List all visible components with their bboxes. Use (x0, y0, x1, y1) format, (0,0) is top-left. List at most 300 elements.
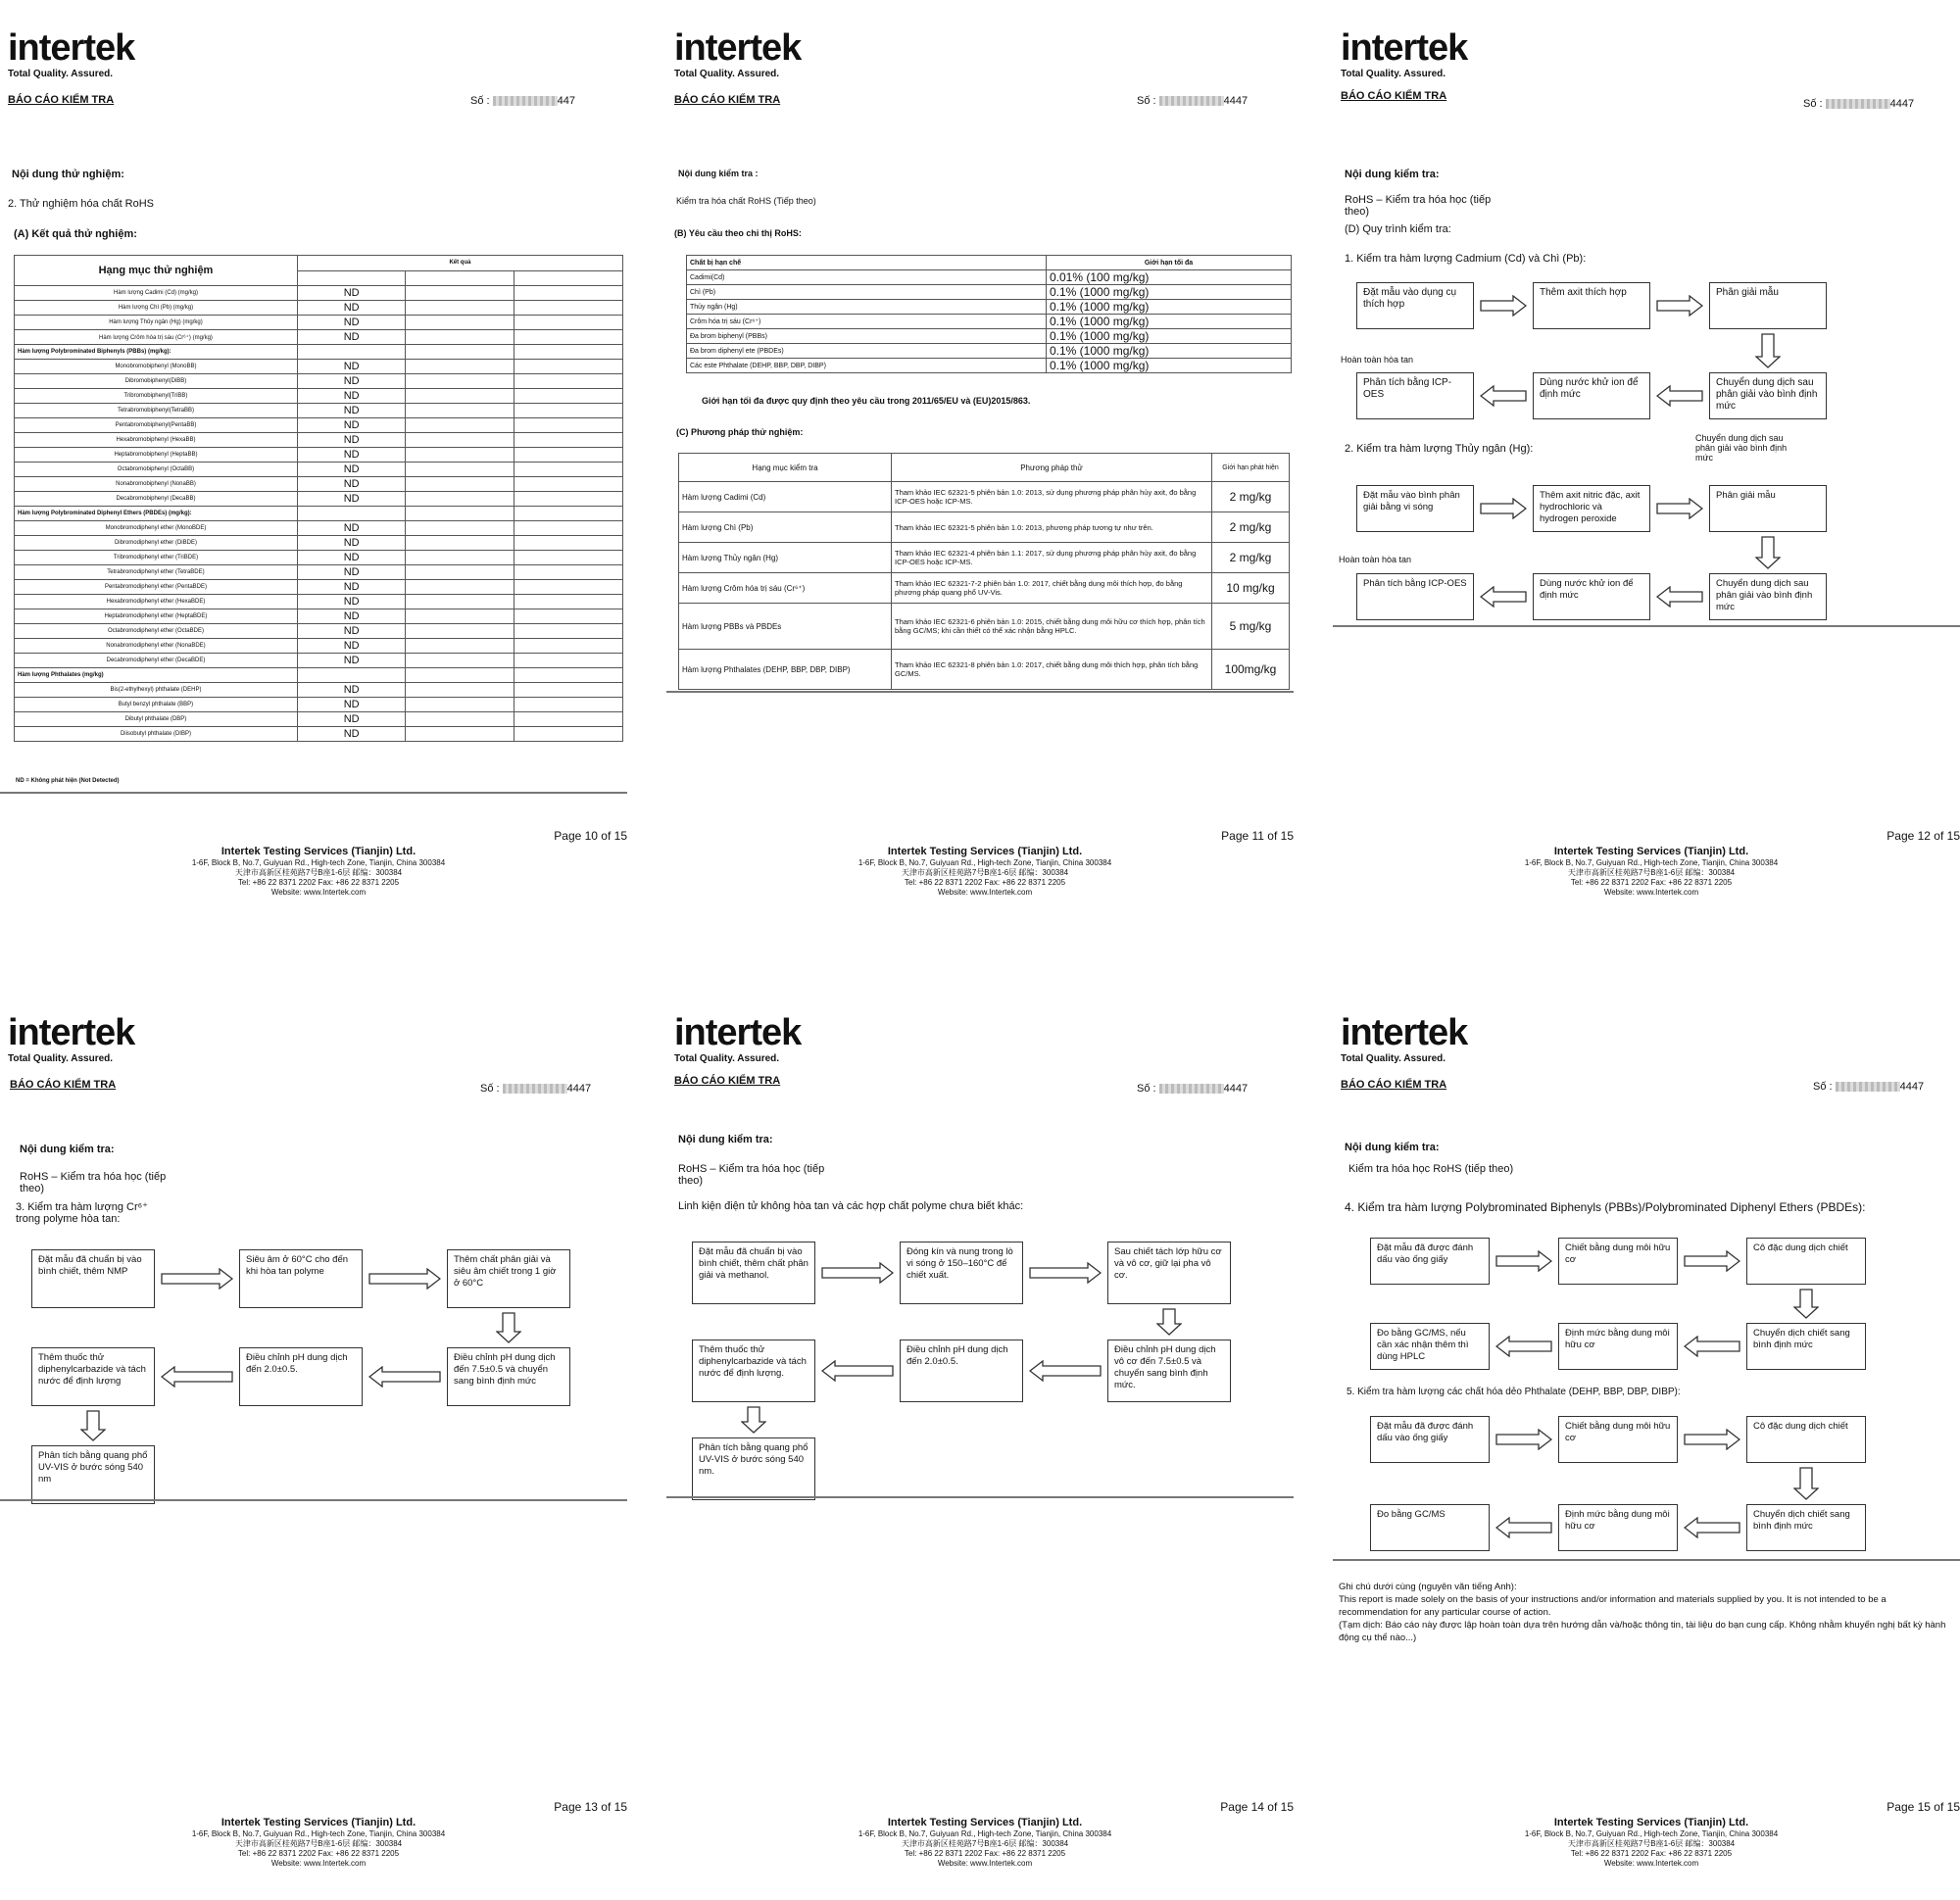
table-row (687, 329, 1292, 344)
empty-cell (406, 521, 514, 536)
empty-cell (406, 330, 514, 345)
empty-cell (514, 492, 623, 507)
content-label: Nội dung kiểm tra: (20, 1144, 115, 1155)
empty-cell (406, 492, 514, 507)
empty-cell (406, 301, 514, 316)
footer-web: Website: www.Intertek.com (1603, 1859, 1699, 1868)
empty-cell (514, 551, 623, 565)
content-label: Nội dung kiểm tra: (1345, 169, 1440, 180)
footer-tel: Tel: +86 22 8371 2202 Fax: +86 22 8371 2205 (237, 1849, 400, 1858)
empty-cell (514, 418, 623, 433)
report-no-suffix: 4447 (1889, 98, 1915, 110)
report-number (1813, 1081, 1924, 1093)
footer-tel: Tel: +86 22 8371 2202 Fax: +86 22 8371 2205 (1570, 878, 1733, 887)
empty-cell (514, 433, 623, 448)
test-item: Heptabromobiphenyl (HeptaBB) (15, 448, 298, 463)
table-row (15, 374, 623, 389)
req-title: (B) Yêu cầu theo chỉ thị RoHS: (674, 228, 802, 238)
arrow-left-icon (821, 1360, 894, 1382)
test-result: ND (297, 683, 405, 698)
arrow-right-icon (1684, 1250, 1740, 1272)
table-row (687, 270, 1292, 285)
logo-word: intertek (674, 1012, 802, 1053)
table-row (15, 609, 623, 624)
test-result: ND (297, 418, 405, 433)
flow-step-box: Thêm thuốc thử diphenylcarbazide và tách nước để định lượng (31, 1347, 155, 1406)
flow-step-box: Sau chiết tách lớp hữu cơ và vô cơ, giữ lại pha vô cơ. (1107, 1242, 1231, 1304)
logo-tagline: Total Quality. Assured. (674, 69, 780, 79)
test-result (297, 507, 405, 521)
req-col1: Chất bị hạn chế (687, 256, 1047, 270)
flow-step-box: Thêm thuốc thử diphenylcarbazide và tách nước để định lượng. (692, 1340, 815, 1402)
table-row (687, 285, 1292, 300)
test-item: Dibromobiphenyl(DiBB) (15, 374, 298, 389)
method-item: Hàm lượng Thủy ngân (Hg) (679, 543, 892, 573)
empty-cell (406, 463, 514, 477)
restricted-substance: Đa brom diphenyl ete (PBDEs) (687, 344, 1047, 359)
table-row (15, 507, 623, 521)
disclaimer (1339, 1581, 1956, 1644)
test-item: Nonabromobiphenyl (NonaBB) (15, 477, 298, 492)
test-item: Hàm lượng Polybrominated Diphenyl Ethers (PBDEs) (mg/kg): (15, 507, 298, 521)
empty-cell (406, 580, 514, 595)
page-number: Page 12 of 15 (1886, 829, 1960, 843)
footer-chinese: 天津市高新区桂苑路7号B座1-6层 邮编：300384 (234, 1839, 403, 1848)
flow-step-box: Đặt mẫu đã được đánh dấu vào ống giấy (1370, 1416, 1490, 1463)
arrow-down-icon (80, 1410, 106, 1441)
flow-step-box: Đặt mẫu vào dụng cụ thích hợp (1356, 282, 1474, 329)
method-desc: Tham khảo IEC 62321-5 phiên bản 1.0: 2013, phương pháp tương tự như trên. (892, 512, 1212, 543)
logo-word: intertek (8, 27, 135, 69)
requirements-table (686, 255, 1292, 373)
test-item: Hàm lượng Phthalates (mg/kg) (15, 668, 298, 683)
empty-cell (514, 580, 623, 595)
footer-chinese: 天津市高新区桂苑路7号B座1-6层 邮编：300384 (901, 1839, 1069, 1848)
test-item: Tribromodiphenyl ether (TriBDE) (15, 551, 298, 565)
empty-cell (514, 712, 623, 727)
method-desc: Tham khảo IEC 62321-8 phiên bản 1.0: 2017, chiết bằng dung môi thích hợp, phân tích bằng GC/MS. (892, 650, 1212, 690)
table-row (15, 654, 623, 668)
empty-cell (406, 360, 514, 374)
test-item: Hàm lượng Crôm hóa trị sáu (Cr⁶⁺) (mg/kg) (15, 330, 298, 345)
flow-step-box: Điều chỉnh pH dung dịch đến 2.0±0.5. (239, 1347, 363, 1406)
divider (666, 691, 1294, 693)
test-result: ND (297, 609, 405, 624)
section-title: RoHS – Kiểm tra hóa học (tiếp theo) (20, 1171, 167, 1194)
logo-tagline: Total Quality. Assured. (8, 1053, 114, 1064)
test-item: Heptabromodiphenyl ether (HeptaBDE) (15, 609, 298, 624)
empty-cell (514, 536, 623, 551)
empty-cell (406, 551, 514, 565)
test-result: ND (297, 654, 405, 668)
disclaimer-title: Ghi chú dưới cùng (nguyên văn tiếng Anh): (1339, 1582, 1517, 1592)
footer-tel: Tel: +86 22 8371 2202 Fax: +86 22 8371 2205 (237, 878, 400, 887)
footer-company: Intertek Testing Services (Tianjin) Ltd. (887, 846, 1083, 857)
method-item: Hàm lượng Crôm hóa trị sáu (Cr⁶⁺) (679, 573, 892, 604)
arrow-left-icon (1495, 1336, 1552, 1357)
table-row (15, 595, 623, 609)
test-item: Bis(2-ethylhexyl) phthalate (DEHP) (15, 683, 298, 698)
empty-cell (514, 639, 623, 654)
table-row (15, 580, 623, 595)
footer-tel: Tel: +86 22 8371 2202 Fax: +86 22 8371 2205 (904, 878, 1066, 887)
empty-cell (514, 595, 623, 609)
table-row (15, 492, 623, 507)
flow-step-box: Phân tích bằng quang phổ UV-VIS ở bước sóng 540 nm. (692, 1437, 815, 1500)
empty-cell (514, 507, 623, 521)
content-label: Nội dung kiểm tra: (1345, 1142, 1440, 1153)
logo-word: intertek (8, 1012, 135, 1053)
test-result: ND (297, 389, 405, 404)
divider (0, 1499, 627, 1501)
empty-cell (406, 404, 514, 418)
test-item: Dibutyl phthalate (DBP) (15, 712, 298, 727)
arrow-down-icon (1755, 333, 1781, 368)
footer-chinese: 天津市高新区桂苑路7号B座1-6层 邮编：300384 (234, 868, 403, 877)
empty-cell (406, 609, 514, 624)
empty-cell (514, 727, 623, 742)
empty-cell (406, 712, 514, 727)
table-row (679, 543, 1290, 573)
page-12 (1333, 0, 1960, 911)
table-row (679, 512, 1290, 543)
content-label: Nội dung thử nghiệm: (12, 169, 124, 180)
empty-cell (406, 595, 514, 609)
test-result: ND (297, 595, 405, 609)
page-14 (666, 985, 1303, 1896)
footer-address: 1-6F, Block B, No.7, Guiyuan Rd., High-tech Zone, Tianjin, China 300384 (191, 858, 446, 867)
arrow-right-icon (1029, 1262, 1102, 1284)
empty-cell (406, 624, 514, 639)
table-row (15, 286, 623, 301)
arrow-down-icon (1793, 1289, 1819, 1319)
footer-tel: Tel: +86 22 8371 2202 Fax: +86 22 8371 2205 (904, 1849, 1066, 1858)
empty-cell (406, 639, 514, 654)
arrow-right-icon (161, 1268, 233, 1290)
arrow-right-icon (1656, 498, 1703, 519)
intertek-logo (8, 29, 134, 79)
report-number (480, 1083, 591, 1095)
table-row (15, 536, 623, 551)
test-item: Hàm lượng Polybrominated Biphenyls (PBBs) (mg/kg): (15, 345, 298, 360)
test-item: Hàm lượng Thủy ngân (Hg) (mg/kg) (15, 316, 298, 330)
section-title: RoHS – Kiểm tra hóa học (tiếp theo) (1345, 194, 1492, 218)
max-limit: 0.01% (100 mg/kg) (1047, 270, 1292, 285)
test-result: ND (297, 360, 405, 374)
footer (0, 1816, 637, 1869)
step2-title: 2. Kiểm tra hàm lượng Thủy ngân (Hg): (1345, 443, 1534, 455)
report-no-label: Số : (1803, 98, 1823, 110)
page-number: Page 15 of 15 (1886, 1800, 1960, 1814)
table-row (687, 344, 1292, 359)
test-item: Hàm lượng Cadimi (Cd) (mg/kg) (15, 286, 298, 301)
divider (666, 1496, 1294, 1498)
arrow-right-icon (1480, 295, 1527, 317)
report-title: BÁO CÁO KIỂM TRA (10, 1079, 117, 1091)
report-no-suffix: 447 (557, 95, 575, 107)
empty-cell (406, 698, 514, 712)
footer-address: 1-6F, Block B, No.7, Guiyuan Rd., High-tech Zone, Tianjin, China 300384 (858, 858, 1112, 867)
detection-limit: 5 mg/kg (1212, 604, 1290, 650)
logo-word: intertek (674, 27, 802, 69)
table-row (15, 404, 623, 418)
table-row (15, 639, 623, 654)
table-row (679, 650, 1290, 690)
report-no-suffix: 4447 (1223, 1083, 1249, 1095)
flow-step-box: Phân giải mẫu (1709, 485, 1827, 532)
flow-step-box: Đóng kín và nung trong lò vi sóng ở 150–160°C để chiết xuất. (900, 1242, 1023, 1304)
max-limit: 0.1% (1000 mg/kg) (1047, 300, 1292, 315)
test-item: Hàm lượng Chì (Pb) (mg/kg) (15, 301, 298, 316)
intertek-logo (674, 1014, 801, 1064)
footer-web: Website: www.Intertek.com (937, 1859, 1033, 1868)
arrow-right-icon (821, 1262, 894, 1284)
report-no-suffix: 4447 (1223, 95, 1249, 107)
arrow-right-icon (1480, 498, 1527, 519)
arrow-right-icon (1656, 295, 1703, 317)
table-row (15, 698, 623, 712)
table-row (15, 624, 623, 639)
redacted-number (493, 96, 558, 106)
max-limit: 0.1% (1000 mg/kg) (1047, 359, 1292, 373)
meth-col1: Hạng mục kiểm tra (679, 454, 892, 482)
report-number (1137, 1083, 1248, 1095)
flow-step-box: Phân tích bằng ICP-OES (1356, 573, 1474, 620)
footer-web: Website: www.Intertek.com (270, 888, 367, 897)
report-number (1803, 98, 1914, 110)
report-title: BÁO CÁO KIỂM TRA (1341, 1079, 1447, 1091)
footer-company: Intertek Testing Services (Tianjin) Ltd. (220, 846, 416, 857)
test-item: Monobromobiphenyl (MonoBB) (15, 360, 298, 374)
divider (1333, 1559, 1960, 1561)
disclaimer-vi: (Tạm dịch: Báo cáo này được lập hoàn toàn dựa trên hướng dẫn và/hoặc thông tin, tài liệu do bạn cung cấp. Không nhằm khuyến nghị bất kỳ hành động cụ thể nào...) (1339, 1620, 1946, 1643)
meth-col3: Giới hạn phát hiện (1212, 454, 1290, 482)
restricted-substance: Cadimi(Cd) (687, 270, 1047, 285)
req-note: Giới hạn tối đa được quy định theo yêu cầu trong 2011/65/EU và (EU)2015/863. (702, 396, 1031, 406)
empty-cell (406, 389, 514, 404)
step3-title: 3. Kiểm tra hàm lượng Cr⁶⁺ trong polyme hòa tan: (16, 1201, 148, 1225)
flow-step-box: Cô đặc dung dịch chiết (1746, 1238, 1866, 1285)
test-item: Decabromodiphenyl ether (DecaBDE) (15, 654, 298, 668)
table-row (687, 315, 1292, 329)
flow-step-box: Điều chỉnh pH dung dịch đến 7.5±0.5 và chuyển sang bình định mức (447, 1347, 570, 1406)
empty-cell (514, 301, 623, 316)
divider (1333, 625, 1960, 627)
flow-step-box: Siêu âm ở 60°C cho đến khi hòa tan polyme (239, 1249, 363, 1308)
empty-cell (514, 698, 623, 712)
redacted-number (503, 1084, 567, 1094)
empty-cell (406, 683, 514, 698)
footer-tel: Tel: +86 22 8371 2202 Fax: +86 22 8371 2205 (1570, 1849, 1733, 1858)
method-item: Hàm lượng Chì (Pb) (679, 512, 892, 543)
footer (666, 845, 1303, 898)
arrow-left-icon (368, 1366, 441, 1388)
flow-step-box: Định mức bằng dung môi hữu cơ (1558, 1323, 1678, 1370)
footer-address: 1-6F, Block B, No.7, Guiyuan Rd., High-tech Zone, Tianjin, China 300384 (1524, 858, 1779, 867)
table-row (687, 300, 1292, 315)
test-item: Pentabromobiphenyl(PentaBB) (15, 418, 298, 433)
flow-step-box: Chuyển dịch chiết sang bình định mức (1746, 1323, 1866, 1370)
flow-step-box: Đo bằng GC/MS, nếu cần xác nhận thêm thì dùng HPLC (1370, 1323, 1490, 1370)
table-row (15, 683, 623, 698)
restricted-substance: Crôm hóa trị sáu (Cr⁶⁺) (687, 315, 1047, 329)
test-result: ND (297, 286, 405, 301)
section-title: 2. Thử nghiệm hóa chất RoHS (8, 198, 155, 210)
arrow-down-icon (1755, 536, 1781, 569)
report-no-label: Số : (1813, 1081, 1833, 1093)
flow-step-box: Phân tích bằng quang phổ UV-VIS ở bước sóng 540 nm (31, 1445, 155, 1504)
report-number (470, 95, 575, 107)
empty-cell (514, 521, 623, 536)
empty-cell (406, 345, 514, 360)
dissolve-note: Hoàn toàn hòa tan (1341, 355, 1414, 365)
test-result: ND (297, 698, 405, 712)
footer-web: Website: www.Intertek.com (270, 1859, 367, 1868)
page-15 (1333, 985, 1960, 1896)
report-number (1137, 95, 1248, 107)
flow-step-box: Cô đặc dung dịch chiết (1746, 1416, 1866, 1463)
footer-company: Intertek Testing Services (Tianjin) Ltd. (1553, 1817, 1749, 1828)
flow-step-box: Phân tích bằng ICP-OES (1356, 372, 1474, 419)
test-result: ND (297, 301, 405, 316)
test-item: Nonabromodiphenyl ether (NonaBDE) (15, 639, 298, 654)
page-11 (666, 0, 1303, 911)
table-row (15, 477, 623, 492)
test-result: ND (297, 624, 405, 639)
intertek-logo (1341, 1014, 1467, 1064)
restricted-substance: Thủy ngân (Hg) (687, 300, 1047, 315)
table-row (15, 448, 623, 463)
test-result: ND (297, 492, 405, 507)
empty-cell (514, 624, 623, 639)
arrow-left-icon (1656, 586, 1703, 608)
empty-cell (514, 683, 623, 698)
method-item: Hàm lượng Phthalates (DEHP, BBP, DBP, DIBP) (679, 650, 892, 690)
flow-step-box: Chuyển dung dịch sau phân giải vào bình định mức (1709, 573, 1827, 620)
empty-cell (406, 668, 514, 683)
table-row (15, 521, 623, 536)
footer-chinese: 天津市高新区桂苑路7号B座1-6层 邮编：300384 (1567, 1839, 1736, 1848)
table-row (15, 360, 623, 374)
table-row (15, 727, 623, 742)
empty-cell (406, 418, 514, 433)
intertek-logo (1341, 29, 1467, 79)
flow-step-box: Đặt mẫu vào bình phân giải bằng vi sóng (1356, 485, 1474, 532)
intertek-logo (8, 1014, 134, 1064)
table-row (15, 668, 623, 683)
empty-cell (514, 448, 623, 463)
detection-limit: 10 mg/kg (1212, 573, 1290, 604)
meth-col2: Phương pháp thử (892, 454, 1212, 482)
empty-cell (406, 507, 514, 521)
table-row (15, 316, 623, 330)
arrow-left-icon (1656, 385, 1703, 407)
footer-chinese: 天津市高新区桂苑路7号B座1-6层 邮编：300384 (1567, 868, 1736, 877)
test-item: Hexabromodiphenyl ether (HexaBDE) (15, 595, 298, 609)
divider (0, 792, 627, 794)
test-item: Pentabromodiphenyl ether (PentaBDE) (15, 580, 298, 595)
test-result: ND (297, 521, 405, 536)
test-result (297, 345, 405, 360)
method-desc: Tham khảo IEC 62321-7-2 phiên bản 1.0: 2017, chiết bằng dung môi thích hợp, đo bằng phương pháp quang phổ UV-Vis. (892, 573, 1212, 604)
test-item: Tetrabromodiphenyl ether (TetraBDE) (15, 565, 298, 580)
flow-step-box: Định mức bằng dung môi hữu cơ (1558, 1504, 1678, 1551)
arrow-down-icon (1793, 1467, 1819, 1500)
report-no-label: Số : (1137, 95, 1156, 107)
disclaimer-en: This report is made solely on the basis of your instructions and/or information and materials supplied by you. It is not intended to be a recommendation for any particular course of action. (1339, 1594, 1886, 1618)
section-title: Kiểm tra hóa học RoHS (tiếp theo) (1348, 1163, 1514, 1175)
test-result: ND (297, 316, 405, 330)
flow-step-box: Thêm chất phân giải và siêu âm chiết trong 1 giờ ở 60°C (447, 1249, 570, 1308)
page-10 (0, 0, 637, 911)
nd-note: ND = Không phát hiện (Not Detected) (16, 778, 120, 784)
test-result: ND (297, 330, 405, 345)
test-item: Octabromobiphenyl (OctaBB) (15, 463, 298, 477)
arrow-down-icon (496, 1312, 521, 1343)
empty-cell (406, 536, 514, 551)
empty-cell (514, 668, 623, 683)
content-label: Nội dung kiểm tra: (678, 1134, 773, 1145)
empty-cell (514, 404, 623, 418)
footer-web: Website: www.Intertek.com (937, 888, 1033, 897)
col-item-header: Hạng mục thử nghiệm (15, 256, 298, 286)
page-number: Page 11 of 15 (1221, 829, 1294, 843)
footer-address: 1-6F, Block B, No.7, Guiyuan Rd., High-tech Zone, Tianjin, China 300384 (858, 1829, 1112, 1838)
empty-cell (514, 389, 623, 404)
step2-note-right: Chuyển dung dịch sau phân giải vào bình định mức (1695, 433, 1788, 463)
restricted-substance: Các este Phthalate (DEHP, BBP, DBP, DIBP) (687, 359, 1047, 373)
report-title: BÁO CÁO KIỂM TRA (1341, 90, 1447, 102)
table-row (15, 551, 623, 565)
empty-cell (514, 565, 623, 580)
flow-step-box: Điều chỉnh pH dung dịch đến 2.0±0.5. (900, 1340, 1023, 1402)
table-row (15, 330, 623, 345)
max-limit: 0.1% (1000 mg/kg) (1047, 329, 1292, 344)
report-no-label: Số : (470, 95, 490, 107)
method-item: Hàm lượng PBBs và PBDEs (679, 604, 892, 650)
flow-step-box: Điều chỉnh pH dung dịch vô cơ đến 7.5±0.5 và chuyển sang bình định mức. (1107, 1340, 1231, 1402)
page-number: Page 14 of 15 (1220, 1800, 1294, 1814)
empty-cell (406, 448, 514, 463)
subsection-title: (A) Kết quả thử nghiệm: (14, 228, 137, 240)
footer-company: Intertek Testing Services (Tianjin) Ltd. (220, 1817, 416, 1828)
section-title: Kiểm tra hóa chất RoHS (Tiếp theo) (676, 196, 816, 206)
arrow-left-icon (1684, 1517, 1740, 1538)
report-title: BÁO CÁO KIỂM TRA (674, 1075, 781, 1087)
flow-step-box: Đặt mẫu đã được đánh dấu vào ống giấy (1370, 1238, 1490, 1285)
footer-web: Website: www.Intertek.com (1603, 888, 1699, 897)
flow-step-box: Chuyển dịch chiết sang bình định mức (1746, 1504, 1866, 1551)
flow-step-box: Dùng nước khử ion để định mức (1533, 372, 1650, 419)
arrow-left-icon (1480, 385, 1527, 407)
footer-chinese: 天津市高新区桂苑路7号B座1-6层 邮编：300384 (901, 868, 1069, 877)
flow-step-box: Chuyển dung dịch sau phân giải vào bình định mức (1709, 372, 1827, 419)
restricted-substance: Đa brom biphenyl (PBBs) (687, 329, 1047, 344)
flow-step-box: Đặt mẫu đã chuẩn bị vào bình chiết, thêm NMP (31, 1249, 155, 1308)
step1-title: 1. Kiểm tra hàm lượng Cadmium (Cd) và Chì (Pb): (1345, 253, 1587, 265)
arrow-down-icon (1156, 1308, 1182, 1336)
dissolve-note-2: Hoàn toàn hòa tan (1339, 555, 1412, 564)
table-row (15, 463, 623, 477)
report-no-suffix: 4447 (566, 1083, 592, 1095)
empty-cell (514, 463, 623, 477)
report-no-label: Số : (1137, 1083, 1156, 1095)
empty-cell (406, 727, 514, 742)
arrow-left-icon (1480, 586, 1527, 608)
table-row (15, 301, 623, 316)
test-result: ND (297, 565, 405, 580)
method-item: Hàm lượng Cadimi (Cd) (679, 482, 892, 512)
